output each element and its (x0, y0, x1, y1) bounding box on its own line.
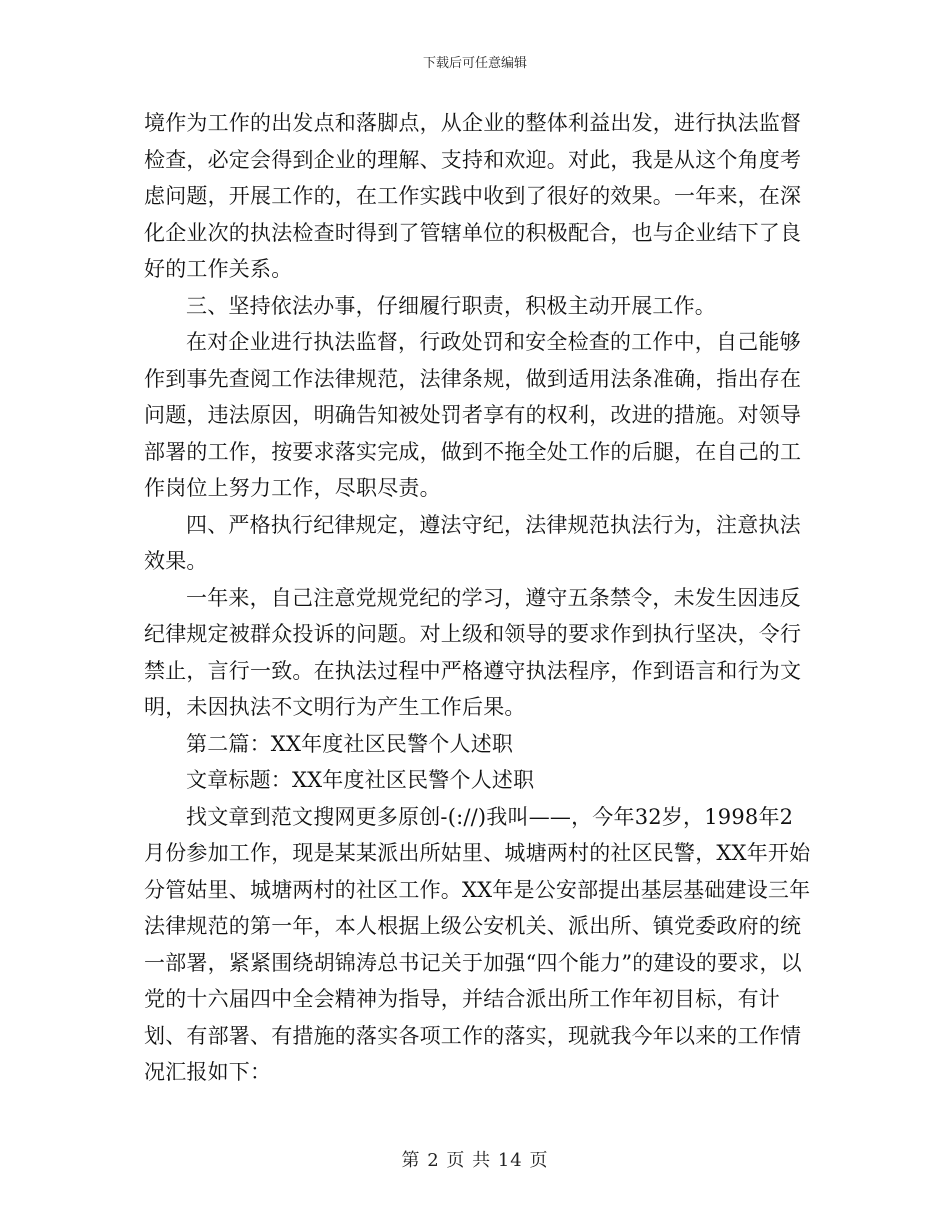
article-title-line: 文章标题：XX年度社区民警个人述职 (186, 768, 535, 792)
page-number-footer: 第 2 页 共 14 页 (401, 1150, 549, 1171)
section-heading: 四、严格执行纪律规定，遵法守纪，法律规范执法行为，注意执法效果。 (144, 512, 801, 573)
body-text (144, 105, 814, 1091)
paragraph: 一年来，自己注意党规党纪的学习，遵守五条禁令，未发生因违反纪律规定被群众投诉的问题。对上级和领导的要求作到执行坚决，令行禁止，言行一致。在执法过程中严格遵守执法程序，作到语言和行为文明，未因执法不文明行为产生工作后果。 (144, 585, 802, 719)
paragraph: 境作为工作的出发点和落脚点，从企业的整体利益出发，进行执法监督检查，必定会得到企业的理解、支持和欢迎。对此，我是从这个角度考虑问题，开展工作的，在工作实践中收到了很好的效果。一年来，在深化企业次的执法检查时得到了管辖单位的积极配合，也与企业结下了良好的工作关系。 (144, 111, 802, 281)
article-part-title: 第二篇：XX年度社区民警个人述职 (186, 731, 514, 756)
paragraph: 在对企业进行执法监督，行政处罚和安全检查的工作中，自己能够作到事先查阅工作法律规范，法律条规，做到适用法条准确，指出存在问题，违法原因，明确告知被处罚者享有的权利，改进的措施。对领导部署的工作，按要求落实完成，做到不拖全处工作的后腿，在自己的工作岗位上努力工作，尽职尽责。 (144, 330, 802, 500)
section-heading: 三、坚持依法办事，仔细履行职责，积极主动开展工作。 (186, 293, 716, 318)
page-header-note: 下载后可任意编辑 (422, 56, 527, 71)
paragraph: 找文章到范文搜网更多原创-(://)我叫——，今年32岁，1998年2月份参加工作，现是某某派出所姑里、城塘两村的社区民警，XX年开始分管姑里、城塘两村的社区工作。XX年是公安部提出基层基础建设三年法律规范的第一年，本人根据上级公安机关、派出所、镇党委政府的统一部署，紧紧围绕胡锦涛总书记关于加强“四个能力”的建设的要求，以党的十六届四中全会精神为指导，并结合派出所工作年初目标，有计划、有部署、有措施的落实各项工作的落实，现就我今年以来的工作情况汇报如下： (144, 804, 811, 1084)
